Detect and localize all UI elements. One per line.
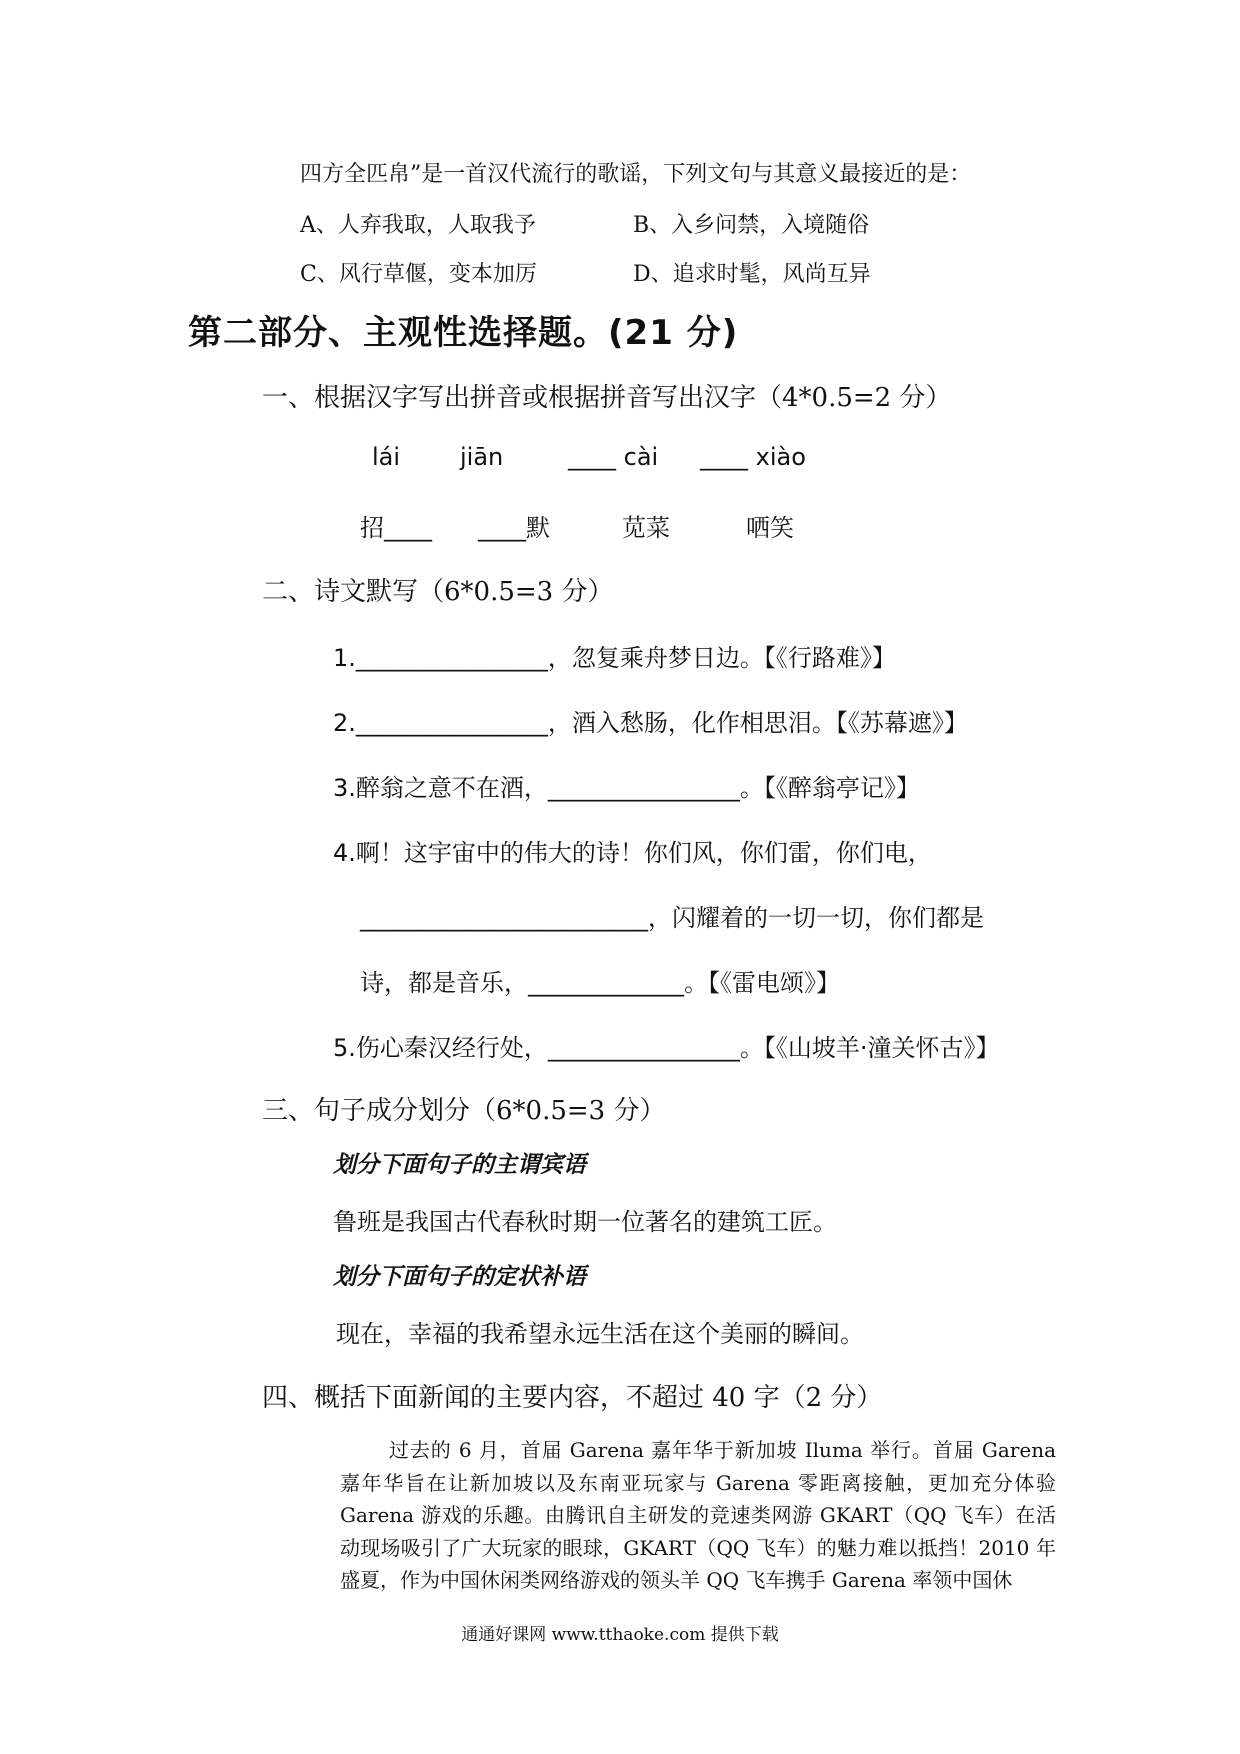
hanzi-1: 招____ [360, 514, 432, 542]
instruction-1: 划分下面句子的主谓宾语 [333, 1152, 586, 1178]
instruction-2: 划分下面句子的定状补语 [333, 1264, 586, 1290]
hanzi-4: 哂笑 [746, 514, 794, 542]
section-4-title: 四、概括下面新闻的主要内容，不超过 40 字（2 分） [262, 1383, 883, 1413]
section-1-title: 一、根据汉字写出拼音或根据拼音写出汉字（4*0.5=2 分） [262, 383, 952, 413]
option-b: B、入乡问禁，入境随俗 [633, 213, 870, 238]
sentence-1: 鲁班是我国古代春秋时期一位著名的建筑工匠。 [333, 1208, 837, 1236]
poem-line-5: 5.伤心秦汉经行处，________________。【《山坡羊·潼关怀古》】 [333, 1034, 1000, 1062]
option-d: D、追求时髦，风尚互异 [633, 262, 871, 287]
option-c: C、风行草偃，变本加厉 [300, 262, 537, 287]
news-text: 过去的 6 月，首届 Garena 嘉年华于新加坡 Iluma 举行。首届 Garena 嘉年华旨在让新加坡以及东南亚玩家与 Garena 零距离接触，更加充分体验 Garena 游戏的乐趣。由腾讯自主研发的竞速类网游 GKART（QQ 飞车）在活动现场吸引了广大玩家的眼球，GKART（QQ 飞车）的魅力难以抵挡！2010 年盛夏，作为中国休闲类网络游戏的领头羊 QQ 飞车携手 Garena 率领中国休 [340, 1438, 1056, 1592]
pinyin-4: ____ xiào [700, 443, 806, 471]
footer-source: 通通好课网 www.tthaoke.com 提供下载 [461, 1625, 779, 1645]
option-a: A、人弃我取，人取我予 [300, 213, 536, 238]
section-3-title: 三、句子成分划分（6*0.5=3 分） [262, 1096, 666, 1126]
pinyin-2: jiān [460, 443, 504, 471]
part-title: 第二部分、主观性选择题。(21 分) [188, 313, 739, 353]
poem-line-3: 3.醉翁之意不在酒，________________。【《醉翁亭记》】 [333, 774, 920, 802]
poem-line-2: 2.________________，酒入愁肠，化作相思泪。【《苏幕遮》】 [333, 709, 968, 737]
pinyin-1: lái [372, 443, 401, 471]
hanzi-2: ____默 [478, 514, 550, 542]
poem-line-4-cont: ________________________，闪耀着的一切一切，你们都是 [360, 904, 984, 932]
news-paragraph [340, 1434, 1056, 1597]
poem-line-1: 1.________________，忽复乘舟梦日边。【《行路难》】 [333, 644, 896, 672]
section-2-title: 二、诗文默写（6*0.5=3 分） [262, 577, 614, 607]
hanzi-3: 苋菜 [622, 514, 670, 542]
intro-question: 四方全匹帛”是一首汉代流行的歌谣，下列文句与其意义最接近的是： [300, 162, 972, 187]
sentence-2: 现在，幸福的我希望永远生活在这个美丽的瞬间。 [336, 1320, 864, 1348]
poem-line-4-end: 诗，都是音乐，_____________。【《雷电颂》】 [360, 969, 840, 997]
poem-line-4: 4.啊！这宇宙中的伟大的诗！你们风，你们雷，你们电， [333, 839, 932, 867]
pinyin-3: ____ cài [568, 443, 659, 471]
